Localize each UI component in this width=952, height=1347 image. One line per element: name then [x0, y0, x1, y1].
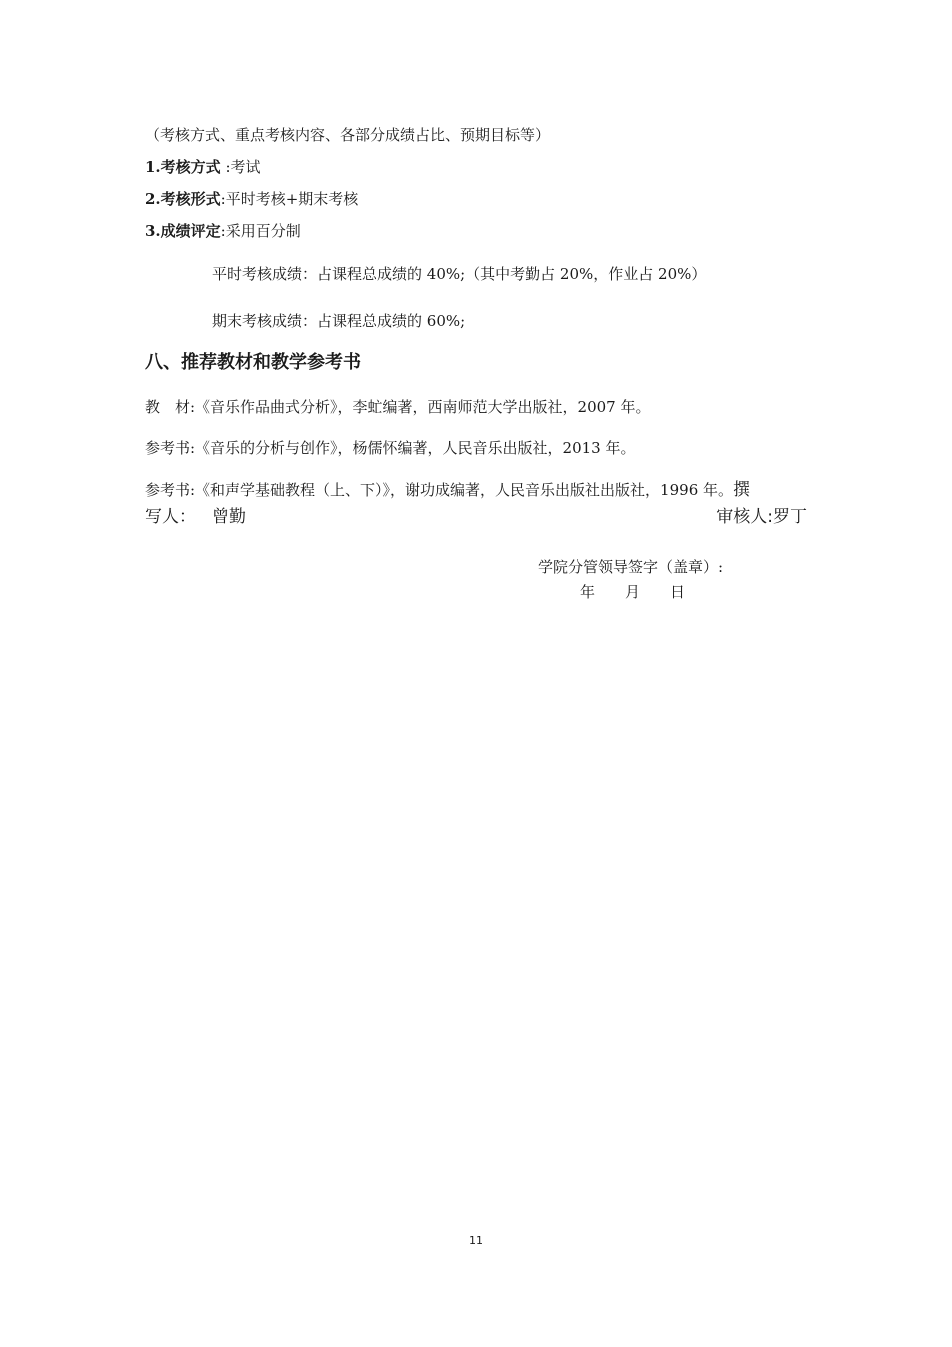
assessment-method-label: 1.考核方式	[145, 158, 221, 176]
assessment-form-label: 2.考核形式	[145, 190, 221, 208]
signature-date: 年 月 日	[580, 583, 686, 601]
assessment-intro: （考核方式、重点考核内容、各部分成绩占比、预期目标等）	[145, 126, 551, 144]
reference-book-2	[145, 479, 750, 501]
assessment-grading	[145, 221, 301, 241]
reference-book-1: 参考书:《音乐的分析与创作》，杨儒怀编著，人民音乐出版社，2013 年。	[145, 439, 636, 457]
reference-book-2-tail: 撰	[733, 480, 750, 500]
assessment-grading-value: :采用百分制	[220, 222, 301, 240]
reviewer-signature: 审核人:罗丁	[716, 507, 807, 527]
assessment-form-value: :平时考核+期末考核	[220, 190, 359, 208]
regular-grade-text: 平时考核成绩：占课程总成绩的 40%;（其中考勤占 20%，作业占 20%）	[212, 265, 707, 283]
section-8-heading: 八、推荐教材和教学参考书	[145, 352, 361, 373]
assessment-method-value: :考试	[220, 158, 261, 176]
assessment-grading-label: 3.成绩评定	[145, 222, 221, 240]
reference-book-2-text: 参考书:《和声学基础教程（上、下）》，谢功成编著，人民音乐出版社出版社，1996 年。	[145, 481, 733, 499]
writer-name: 曾勤	[212, 507, 246, 527]
writer-label: 写人：	[145, 507, 196, 527]
assessment-method	[145, 157, 261, 177]
assessment-form	[145, 189, 358, 209]
leader-signature-label: 学院分管领导签字（盖章）:	[538, 558, 724, 576]
final-grade-text: 期末考核成绩：占课程总成绩的 60%;	[212, 312, 466, 330]
page-number: 11	[469, 1234, 483, 1247]
textbook-entry: 教 材:《音乐作品曲式分析》，李虻编著，西南师范大学出版社，2007 年。	[145, 398, 651, 416]
signature-row	[145, 506, 807, 528]
